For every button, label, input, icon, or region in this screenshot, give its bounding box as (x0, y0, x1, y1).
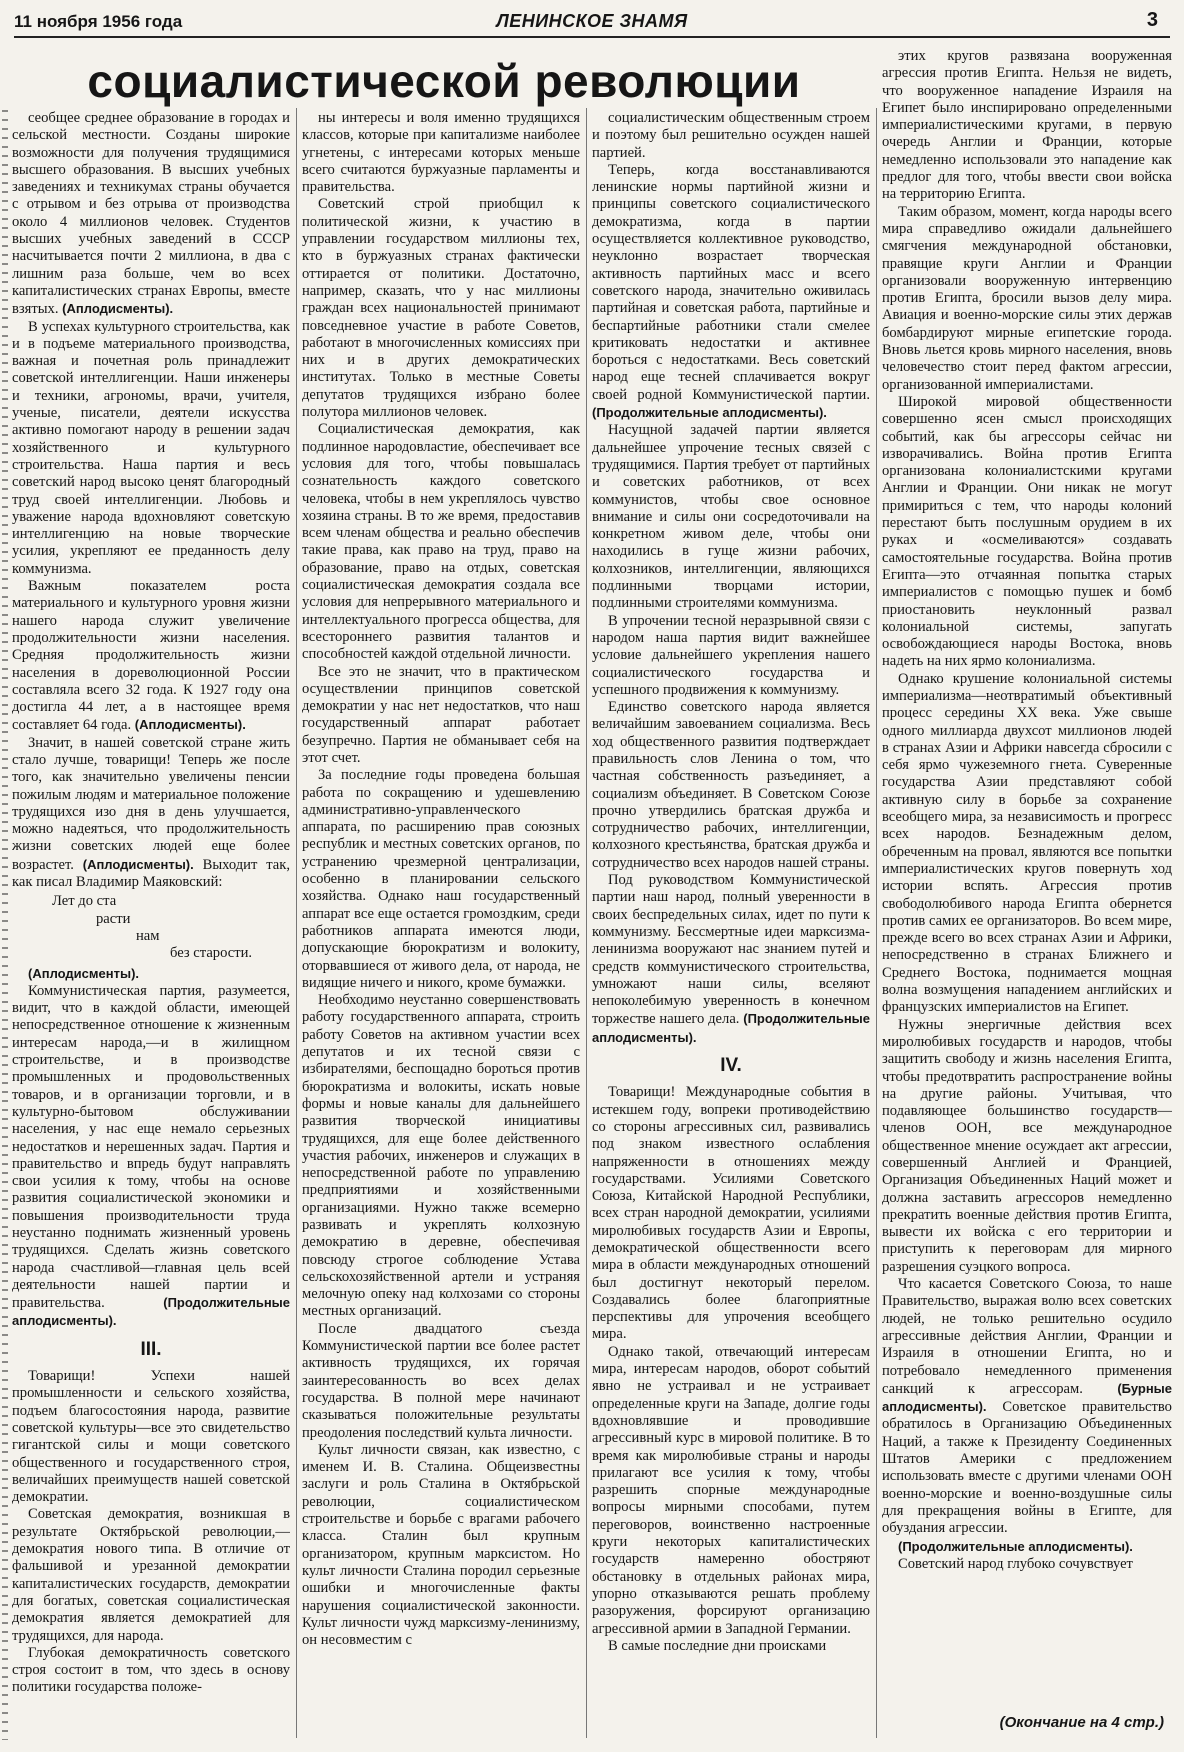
paragraph-text: Коммунистическая партия, разумеется, видит, что в каждой области, имеющей непосредственное отношение к жизненным интересам народа,—и в жилищном строительстве, и в производстве промышленных и продовольственных товаров, и в организации торговли, и в культурно-бытовом обслуживании населения, у нас еще немало серьезных недостатков и нерешенных задач. Партия и правительство и впредь будут направлять свои усилия к тому, чтобы на основе развития социалистической экономики и повышения производительности труда неустанно поднимать жизненный уровень трудящихся. Сделать жизнь советского народа счастливой—главная цель всей деятельности нашей партии и правительства. (12, 982, 290, 1312)
paragraph-text: Советское правительство обратилось в Организацию Объединенных Наций, а также к Президенту Соединенных Штатов Америки с предложением использовать вместе с другими членами ООН военно-морские и военно-воздушные силы для прекращения войны в Египте, для обуздания агрессии. (882, 1399, 1172, 1537)
paragraph (592, 1084, 870, 1343)
paragraph-text: Все это не значит, что в практическом осуществлении принципов советской демократии у нас нет недостатков, что наш государственный аппарат работает безупречно. Партия не обманывает себя на этот счет. (302, 663, 580, 766)
paragraph-text: Значит, в нашей советской стране жить стало лучше, товарищи! Теперь же после того, как значительно увеличены пенсии пожилым людям и материальное положение трудящихся изо дня в день улучшается, можно надеяться, что продолжительность жизни советских людей еще более возрастет. (12, 734, 290, 873)
poem-line: Лет до ста (52, 893, 117, 910)
paragraph-text: Выходит так, как писал Владимир Маяковский: (12, 856, 290, 891)
paragraph (12, 983, 290, 1331)
paragraph (592, 613, 870, 699)
paragraph-text: Советский строй приобщил к политической жизни, к участию в управлении государством миллионы тех, кто в буржуазных странах фактически оттирается от политики. Достаточно, например, сказать, что у нас миллионы граждан всех национальностей принимают повседневное участие в работе Советов, работают в многочисленных комиссиях при них и в других демократических институтах. Только в местные Советы депутатов трудящихся избрано более полутора миллионов человек. (302, 196, 580, 421)
column-divider (296, 108, 297, 1738)
page-number: 3 (1146, 9, 1158, 31)
paragraph (12, 1368, 290, 1506)
paragraph (592, 162, 870, 422)
paragraph-text: В самые последние дни происками (608, 1637, 827, 1654)
paragraph (882, 394, 1172, 671)
applause-note: (Продолжительные аплодисменты). (592, 405, 827, 421)
paragraph-text: Нужны энергичные действия всех миролюбивых государств и народов, чтобы защитить свободу и жизнь населения Египта, чтобы предотвратить распространение войны на другие районы. Учитывая, что подавляющее большинство государств—членов ООН, все международное общественное мнение осуждает акт агрессии, совершенный Англией и Францией, Организация Объединенных Наций может и должна заставить агрессоров немедленно прекратить военные действия против Египта, вывести их войска с его территории и приступить к переговорам для мирного разрешения суэцкого вопроса. (882, 1016, 1172, 1275)
paragraph-text: этих кругов развязана вооруженная агрессия против Египта. Нельзя не видеть, что вооруженное нападение Израиля на Египет было инспирировано определенными империалистическими кругами, в первую очередь Англии и Франции, которые немедленно использовали это нападение как предлог для того, чтобы ввести свои войска на территорию Египта. (882, 48, 1172, 203)
paragraph-text: ны интересы и воля именно трудящихся классов, которые при капитализме наиболее угнетены, с интересами которых меньше всего считаются буржуазные парламенты и правительства. (302, 110, 580, 196)
paragraph-text: В успехах культурного строительства, как и в подъеме материального производства, важная и почетная роль принадлежит советской интеллигенции. Наши инженеры и техники, агрономы, врачи, учителя, ученые, писатели, деятели искусства активно помогают народу в решении задач хозяйственного и культурного строительства. Наша партия и весь советский народ высоко ценят благородный труд своей интеллигенции. Любовь и уважение народа вдохновляют советскую интеллигенцию на новые творческие усилия, укрепляют ее преданность делу коммунизма. (12, 318, 290, 577)
paragraph (12, 319, 290, 578)
paragraph (302, 1321, 580, 1442)
paragraph-text: Теперь, когда восстанавливаются ленинские нормы партийной жизни и принципы советского социалистического демократизма, когда в партии осуществляется коллективное руководство, неуклонно возрастает творческая активность партийных масс и всего советского народа, значительно оживилась партийная и советская работа, партийные и беспартийные работники стали смелее критиковать недостатки и активнее бороться с недостатками. Весь советский народ еще тесней сплачивается вокруг своей родной Коммунистической партии. (592, 161, 870, 403)
paragraph (12, 110, 290, 319)
paragraph-text: Таким образом, момент, когда народы всего мира справедливо ожидали дальнейшего смягчения международной обстановки, правящие круги Англии и Франции организовали вооруженную интервенцию против Египта, бросили вызов делу мира. Авиация и военно-морские силы этих держав бомбардируют мирные египетские города. Вновь льется кровь мирного населения, вновь человечество стоит перед фактом агрессии, организованной империалистами. (882, 203, 1172, 393)
poem-line: без старости. (170, 945, 253, 962)
paragraph-text: Однако крушение колониальной системы империализма—неотвратимый объективный процесс середины XX века. Уже свыше одного миллиарда двухсот миллионов людей в странах Азии и Африки навсегда сбросили с себя ярмо чужеземного гнета. Суверенные государства Азии представляют собой активную силу в борьбе за сохранение всеобщего мира, за независимость и прогресс всех народов. Безнадежным делом, обреченным на провал, являются все попытки империалистических кругов повернуть ход истории вспять. Агрессия против свободолюбивого народа Египта обернется против самих ее организаторов. Во всем мире, прежде всего во всех странах Азии и Африки, непосредственно в странах Ближнего и Среднего Востока, поднимается мощная волна возмущения нападением английских и французских империалистов на Египет. (882, 670, 1172, 1016)
paragraph (882, 48, 1172, 204)
paragraph (592, 110, 870, 162)
text-column-4 (882, 48, 1172, 1708)
paragraph-text: За последние годы проведена большая работа по сокращению и удешевлению административно-управленческого аппарата, по расширению прав союзных республик и местных советских органов, по устранению чрезмерной централизации, особенно в планировании сельского хозяйства. Однако наш государственный аппарат все еще остается громоздким, среди работников аппарата имеются люди, допускающие бюрократизм и волокиту, оторвавшиеся от живого дела, от народа, не видящие ничего и никого, кроме бумажки. (302, 767, 580, 991)
paragraph (882, 1538, 1172, 1556)
paragraph-text: Культ личности связан, как известно, с именем И. В. Сталина. Общеизвестны заслуги и роль Сталина в Октябрьской революции, социалистическом строительстве и борьбе с врагами рабочего класса. Сталин был крупным организатором, крупным марксистом. Но культ личности Сталина породил серьезные ошибки и многочисленные факты нарушения социалистической законности. Культ личности чужд марксизму-ленинизму, он несовместим с (302, 1441, 580, 1649)
paragraph (302, 767, 580, 992)
poem-line: нам (136, 927, 160, 944)
paragraph-text: После двадцатого съезда Коммунистической партии все более растет активность трудящихся, их горячая заинтересованность во всех делах государства. В полной мере начинают сказываться положительные результаты преодоления последствий культа личности. (302, 1320, 580, 1441)
paragraph-text: социалистическим общественным строем и поэтому был решительно осужден нашей партией. (592, 110, 870, 161)
paragraph (302, 110, 580, 196)
paragraph (12, 1506, 290, 1644)
paragraph (592, 699, 870, 872)
paragraph (302, 196, 580, 421)
article-headline: социалистической революции (87, 55, 801, 107)
applause-note: (Аплодисменты). (28, 965, 140, 981)
paragraph-text: Широкой мировой общественности совершенно ясен смысл происходящих событий, как бы агрессоры сейчас ни изворачивались. Война против Египта организована колониалистскими кругами Англии и Франции. Они никак не могут примириться с тем, что народы колоний перестают быть послушным орудием в их руках и «осмеливаются» создавать самостоятельные государства. Война против Египта—это отчаянная попытка старых империалистов с помощью пушек и бомб приостановить неуклонный развал колониальной системы, запугать освобождающиеся народы Востока, вновь надеть на них ярмо колониализма. (882, 393, 1172, 670)
section-number: III. (140, 1338, 162, 1360)
paragraph (882, 204, 1172, 394)
poem-line: расти (96, 910, 131, 927)
paragraph-text: Что касается Советского Союза, то наше Правительство, выражая волю всех советских людей, не только решительно осудило агрессивные действия Англии, Франции и Израиля в отношении Египта, но и потребовало немедленного применения санкций к агрессорам. (882, 1276, 1172, 1397)
continuation-note: (Окончание на 4 стр.) (999, 1714, 1164, 1731)
applause-note: (Продолжительные аплодисменты). (898, 1538, 1133, 1554)
applause-note: (Продолжительные аплодисменты). (592, 1011, 870, 1045)
paragraph-text: Советская демократия, возникшая в результате Октябрьской революции,—демократия нового типа. В отличие от фальшивой и урезанной демократии капиталистических государств, демократии для богатых, советская социалистическая демократия является демократией для трудящихся, для народа. (12, 1506, 290, 1644)
paragraph (592, 1344, 870, 1638)
column-divider (876, 108, 877, 1738)
paragraph (12, 578, 290, 735)
applause-note: (Аплодисменты). (82, 856, 194, 872)
applause-note: (Аплодисменты). (134, 717, 246, 733)
paragraph (302, 664, 580, 768)
section-number: IV. (720, 1055, 742, 1077)
text-column-1 (12, 110, 290, 1740)
paragraph-text: Однако такой, отвечающий интересам мира, интересам народов, оборот событий явно не устраивал и не устраивает определенные круги на Западе, долгие годы вдохновлявшие и проводившие агрессивный курс в мировой политике. В то время как миролюбивые страны и народы прилагают все усилия к тому, чтобы разрешить спорные международные вопросы мирными способами, путем переговоров, воинственно настроенные круги некоторых капиталистических государств намеренно обостряют обстановку в отдельных районах мира, упорно отказываются решать проблему разоружения, форсируют организацию агрессивной армии в Западной Германии. (592, 1343, 870, 1637)
paragraph-text: Насущной задачей партии является дальнейшее упрочение тесных связей с трудящимися. Партия требует от партийных и советских работников, от всех коммунистов, чтобы свое основное внимание и силы они сосредоточивали на конкретном живом деле, чтобы они находились в гуще жизни рабочих, колхозников, интеллигенции, являющихся подлинными творцами истории, подлинными строителями коммунизма. (592, 422, 870, 612)
paragraph (592, 872, 870, 1047)
text-column-3 (592, 110, 870, 1740)
paragraph-text: Необходимо неустанно совершенствовать работу государственного аппарата, строить работу Советов на активном участии всех депутатов и их тесной связи с избирателями, беспощадно бороться против бюрократизма и волокиты, искать новые формы и новые каналы для дальнейшего развития творческой инициативы трудящихся, для еще более действенного участия рабочих, инженеров и служащих в непосредственной работе по управлению предприятиями и хозяйственными организациями. Нужно также всемерно развивать и укреплять колхозную демократию в деревне, обеспечивая повсюду строгое соблюдение Устава сельскохозяйственной артели и устраняя мелочную опеку над колхозами со стороны местных организаций. (302, 992, 580, 1320)
page-header (14, 8, 1170, 38)
paragraph (882, 1556, 1172, 1573)
paragraph-text: Под руководством Коммунистической партии наш народ, полный уверенности в своих беспредельных силах, идет по пути к коммунизму. Бессмертные идеи марксизма-ленинизма вооружают нас знанием путей и средств коммунистического строительства, умножают наши силы, вселяют непоколебимую уверенность в конечном торжестве нашего дела. (592, 872, 870, 1028)
paragraph-text: Товарищи! Международные события в истекшем году, вопреки противодействию со стороны агрессивных сил, развивались под знаком известного ослабления напряженности в отношениях между государствами. Усилиями Советского Союза, Китайской Народной Республики, всех стран народной демократии, усилиями миролюбивых государств Азии и Европы, демократической общественности всего мира в области международных отношений был достигнут некоторый перелом. Создавались более благоприятные перспективы для упрочения всеобщего мира. (592, 1084, 870, 1343)
column-divider (586, 108, 587, 1738)
applause-note: (Продолжительные аплодисменты). (12, 1295, 290, 1329)
paragraph (882, 1017, 1172, 1276)
paragraph-text: Социалистическая демократия, как подлинное народовластие, обеспечивает все условия для того, чтобы повышалась сознательность каждого советского человека, чтобы в нем укреплялось чувство хозяина страны. В то же время, предоставив всем членам общества и реально обеспечив такие права, как право на труд, право на образование, право на отдых, советская социалистическая демократия создала все условия для непрерывного материального и интеллектуального прогресса общества, для всестороннего развития талантов и способностей каждой отдельной личности. (302, 421, 580, 663)
paragraph (12, 1645, 290, 1697)
paragraph (12, 735, 290, 892)
paragraph-text: Единство советского народа является величайшим завоеванием социализма. Весь ход общественного развития подтверждает правильность слов Ленина о том, что частная собственность разъединяет, а социализм объединяет. В Советском Союзе прочно утвердились братская дружба и сотрудничество рабочих, интеллигенции, колхозного крестьянства, братская дружба и сотрудничество всех народов нашей страны. (592, 699, 870, 871)
scan-edge-marks (2, 110, 8, 1740)
applause-note: (Аплодисменты). (62, 301, 174, 317)
issue-date: 11 ноября 1956 года (14, 12, 183, 31)
newspaper-title: ЛЕНИНСКОЕ ЗНАМЯ (496, 11, 688, 31)
paragraph (882, 671, 1172, 1017)
poem-quote (12, 893, 290, 962)
paragraph (12, 965, 290, 983)
paragraph-text: Глубокая демократичность советского строя состоит в том, что здесь в основу политики государства положе- (12, 1644, 290, 1696)
paragraph (592, 422, 870, 612)
paragraph-text: Важным показателем роста материального и культурного уровня жизни нашего народа служит увеличение продолжительности жизни населения. Средняя продолжительность жизни населения в дореволюционной России составляла всего 32 года. К 1927 году она достигла 44 лет, а в настоящее время составляет 64 года. (12, 578, 290, 734)
paragraph (302, 421, 580, 663)
paragraph-text: В упрочении тесной неразрывной связи с народом наша партия видит важнейшее условие дальнейшего укрепления нашего социалистического государства и успешного продвижения к коммунизму. (592, 612, 870, 698)
paragraph (302, 1442, 580, 1650)
paragraph-text: Товарищи! Успехи нашей промышленности и сельского хозяйства, подъем благосостояния народа, развитие советской культуры—все это свидетельство гигантской силы и мощи советского общественного и государственного строя, величайших преимуществ нашей советской демократии. (12, 1368, 290, 1506)
paragraph-text: Советский народ глубоко сочувствует (898, 1555, 1133, 1572)
applause-note: (Бурные аплодисменты). (882, 1380, 1172, 1415)
text-column-2 (302, 110, 580, 1740)
paragraph (882, 1276, 1172, 1537)
paragraph-text: сеобщее среднее образование в городах и сельской местности. Созданы широкие возможности для получения трудящимися высшего образования. В высших учебных заведениях и техникумах страны обучается с отрывом и без отрыва от производства около 4 миллионов человек. Студентов высших учебных заведений в СССР насчитывается почти 2 миллиона, в два с лишним раза больше, чем во всех капиталистических странах Европы, вместе взятых. (12, 110, 290, 318)
paragraph (592, 1638, 870, 1655)
paragraph (302, 992, 580, 1321)
